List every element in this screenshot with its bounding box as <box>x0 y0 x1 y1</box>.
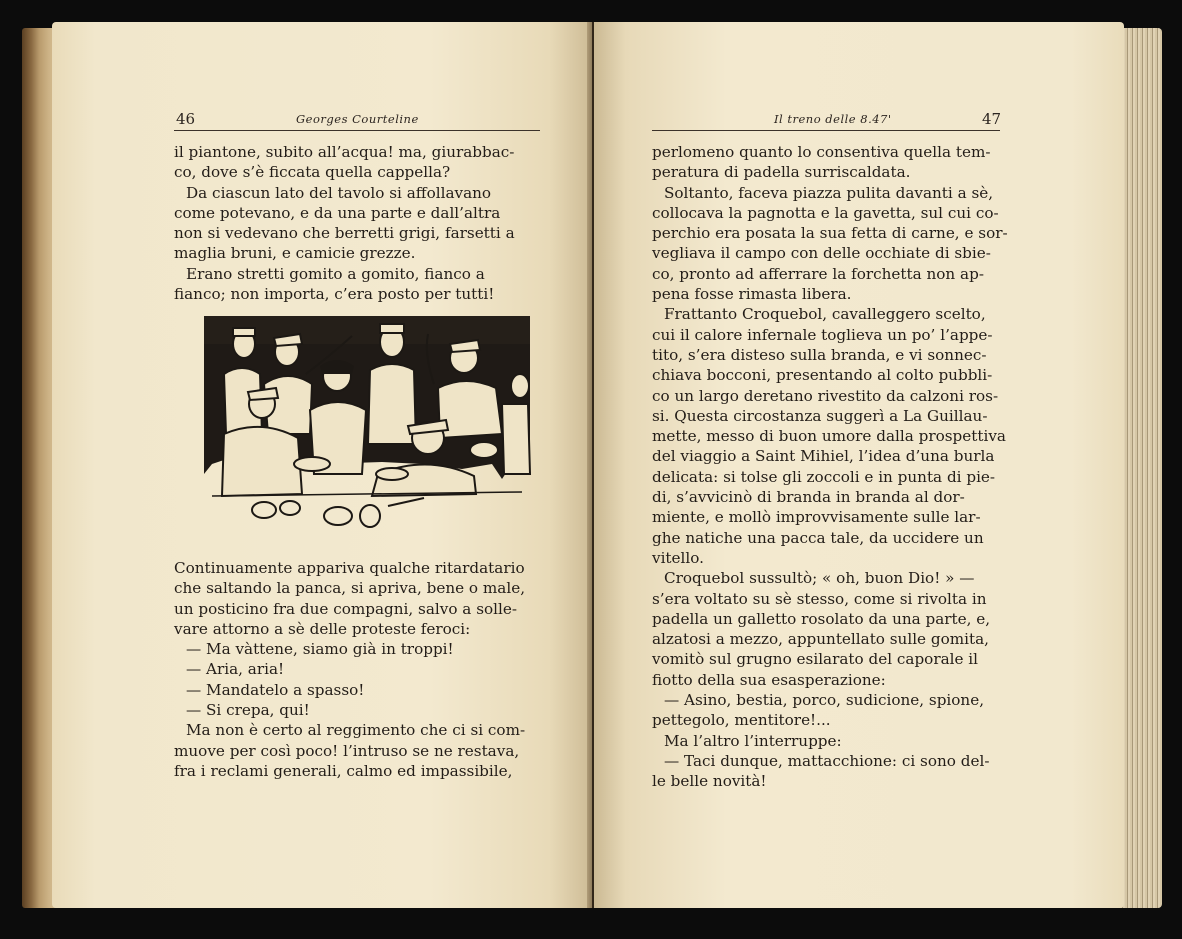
text-line: come potevano, e da una parte e dall’altra <box>174 203 501 222</box>
text-line: cui il calore infernale toglieva un po’ l’appe- <box>652 325 993 344</box>
left-header-rule <box>174 130 540 131</box>
text-line: — Taci dunque, mattacchione: ci sono del- <box>664 751 990 770</box>
text-line: di, s’avvicinò di branda in branda al dor- <box>652 488 965 507</box>
text-line: chiava bocconi, presentando al colto pubbli- <box>652 366 993 385</box>
right-header-rule <box>652 130 1000 131</box>
text-line: alzatosi a mezzo, appuntellato sulle gomita, <box>652 630 989 649</box>
open-book <box>22 16 1162 914</box>
right-page-header <box>594 110 1124 132</box>
right-running-head: Il treno delle 8.47' <box>774 112 892 126</box>
text-line: del viaggio a Saint Mihiel, l’idea d’una burla <box>652 447 995 466</box>
text-line: co un largo deretano rivestito da calzoni ros- <box>652 386 999 405</box>
text-line: si. Questa circostanza suggerì a La Guillau- <box>652 406 988 425</box>
soldiers-mess-illustration <box>202 314 532 546</box>
text-line: Ma non è certo al reggimento che ci si com- <box>186 721 526 740</box>
text-line: peratura di padella surriscaldata. <box>652 163 911 182</box>
left-page-header <box>52 110 592 132</box>
text-line: s’era voltato su sè stesso, come si rivolta in <box>652 589 987 608</box>
text-line: — Ma vàttene, siamo già in troppi! <box>186 640 454 659</box>
text-line: vegliava il campo con delle occhiate di sbie- <box>652 244 991 263</box>
text-line: co, pronto ad afferrare la forchetta non ap- <box>652 264 984 283</box>
text-line: ghe natiche una pacca tale, da uccidere un <box>652 528 984 547</box>
right-page <box>594 22 1124 908</box>
text-line: Soltanto, faceva piazza pulita davanti a sè, <box>664 183 994 202</box>
left-page-text-bottom <box>174 558 542 781</box>
text-line: — Mandatelo a spasso! <box>186 680 365 699</box>
left-page-text-top <box>174 142 540 304</box>
text-line: muove per così poco! l’intruso se ne restava, <box>174 741 520 760</box>
left-page <box>52 22 592 908</box>
text-line: il piantone, subito all’acqua! ma, giurabbac- <box>174 143 515 161</box>
text-line: collocava la pagnotta e la gavetta, sul cui co- <box>652 203 999 222</box>
text-line: padella un galletto rosolato da una parte, e, <box>652 609 991 628</box>
text-line: tito, s’era disteso sulla branda, e vi sonnec- <box>652 345 987 364</box>
text-line: Continuamente appariva qualche ritardatario <box>174 559 525 577</box>
text-line: delicata: si tolse gli zoccoli e in punta di pie- <box>652 467 996 486</box>
illustration-drawing <box>202 314 532 546</box>
text-line: pena fosse rimasta libera. <box>652 285 852 304</box>
text-line: vitello. <box>652 548 704 567</box>
text-line: co, dove s’è ficcata quella cappella? <box>174 163 451 182</box>
text-line: Ma l’altro l’interruppe: <box>664 731 842 750</box>
text-line: miente, e mollò improvvisamente sulle lar- <box>652 508 981 527</box>
text-line: vare attorno a sè delle proteste feroci: <box>174 619 471 638</box>
text-line: — Si crepa, qui! <box>186 701 310 720</box>
text-line: — Aria, aria! <box>186 660 285 679</box>
text-line: non si vedevano che berretti grigi, farsetti a <box>174 224 515 243</box>
book-edge-right <box>1120 28 1162 908</box>
text-line: Erano stretti gomito a gomito, fianco a <box>186 264 485 283</box>
text-line: Frattanto Croquebol, cavalleggero scelto, <box>664 305 986 324</box>
text-line: maglia bruni, e camicie grezze. <box>174 244 416 263</box>
text-line: perlomeno quanto lo consentiva quella tem- <box>652 143 991 161</box>
text-line: mette, messo di buon umore dalla prospettiva <box>652 427 1006 446</box>
left-running-head: Georges Courteline <box>296 112 419 126</box>
left-page-number: 46 <box>176 110 196 128</box>
text-line: pettegolo, mentitore!... <box>652 711 831 730</box>
text-line: un posticino fra due compagni, salvo a solle- <box>174 599 517 618</box>
text-line: le belle novità! <box>652 772 767 791</box>
text-line: Da ciascun lato del tavolo si affollavano <box>186 183 492 202</box>
right-page-text <box>652 142 1008 792</box>
text-line: — Asino, bestia, porco, sudicione, spione, <box>664 691 985 710</box>
text-line: fianco; non importa, c’era posto per tutti! <box>174 285 495 304</box>
text-line: Croquebol sussultò; « oh, buon Dio! » — <box>664 569 975 588</box>
text-line: che saltando la panca, si apriva, bene o male, <box>174 579 526 598</box>
text-line: fra i reclami generali, calmo ed impassibile, <box>174 761 513 780</box>
text-line: vomitò sul grugno esilarato del caporale il <box>652 650 979 669</box>
right-page-number: 47 <box>982 110 1002 128</box>
text-line: fiotto della sua esasperazione: <box>652 670 886 689</box>
text-line: perchio era posata la sua fetta di carne, e sor- <box>652 224 1008 243</box>
